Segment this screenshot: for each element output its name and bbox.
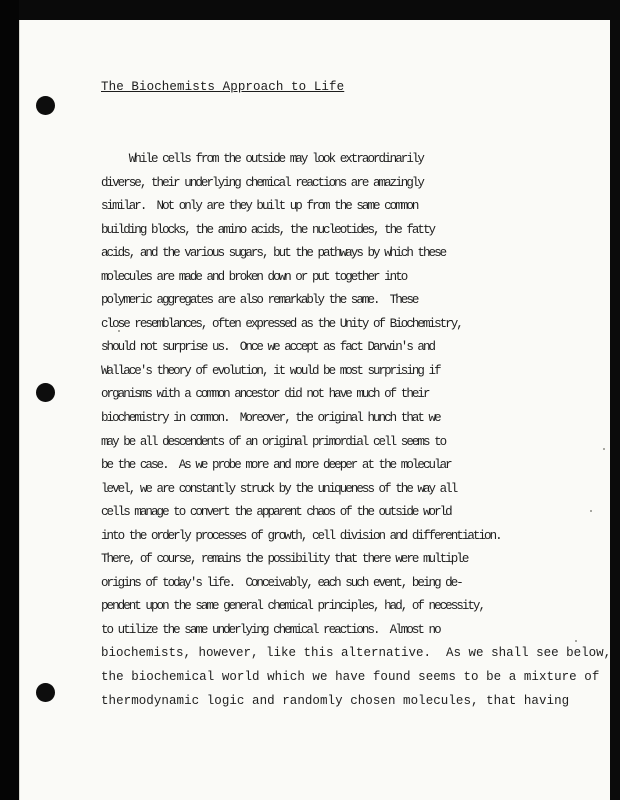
text-line: the biochemical world which we have found seems to be a mixture of — [101, 670, 600, 685]
text-line: similar. Not only are they built up from the same common — [101, 199, 418, 214]
text-line: level, we are constantly struck by the uniqueness of the way all — [101, 481, 457, 496]
text-line: biochemistry in common. Moreover, the original hunch that we — [101, 411, 440, 426]
text-line: polymeric aggregates are also remarkably the same. These — [101, 293, 418, 308]
text-line: be the case. As we probe more and more deeper at the molecular — [101, 458, 451, 473]
punch-hole-middle — [36, 383, 55, 402]
text-line: organisms with a common ancestor did not have much of their — [101, 387, 429, 402]
text-line: should not surprise us. Once we accept as fact Darwin's and — [101, 340, 435, 355]
text-line: acids, and the various sugars, but the pathways by which these — [101, 246, 446, 261]
text-line: biochemists, however, like this alternative. As we shall see below, — [101, 646, 612, 661]
text-line: While cells from the outside may look extraordinarily — [101, 152, 423, 166]
text-line: close resemblances, often expressed as the Unity of Biochemistry, — [101, 316, 462, 331]
text-line: thermodynamic logic and randomly chosen molecules, that having — [101, 693, 570, 708]
text-line: Wallace's theory of evolution, it would be most surprising if — [101, 363, 440, 378]
text-line: cells manage to convert the apparent chaos of the outside world — [101, 505, 451, 520]
scan-background-left — [0, 0, 19, 800]
punch-hole-bottom — [36, 683, 55, 702]
text-line: to utilize the same underlying chemical reactions. Almost no — [101, 622, 440, 637]
punch-hole-top — [36, 96, 55, 115]
text-line: pendent upon the same general chemical principles, had, of necessity, — [101, 599, 485, 614]
document-body — [101, 148, 611, 713]
scan-background-top — [0, 0, 620, 20]
text-line: origins of today's life. Conceivably, each such event, being de- — [101, 575, 462, 590]
text-line: molecules are made and broken down or put together into — [101, 269, 407, 284]
text-line: diverse, their underlying chemical reactions are amazingly — [101, 175, 423, 190]
text-line: building blocks, the amino acids, the nucleotides, the fatty — [101, 222, 435, 237]
text-line: into the orderly processes of growth, cell division and differentiation. — [101, 528, 501, 543]
text-line: may be all descendents of an original primordial cell seems to — [101, 434, 446, 449]
document-title: The Biochemists Approach to Life — [101, 80, 345, 94]
text-line: There, of course, remains the possibility that there were multiple — [101, 552, 468, 567]
